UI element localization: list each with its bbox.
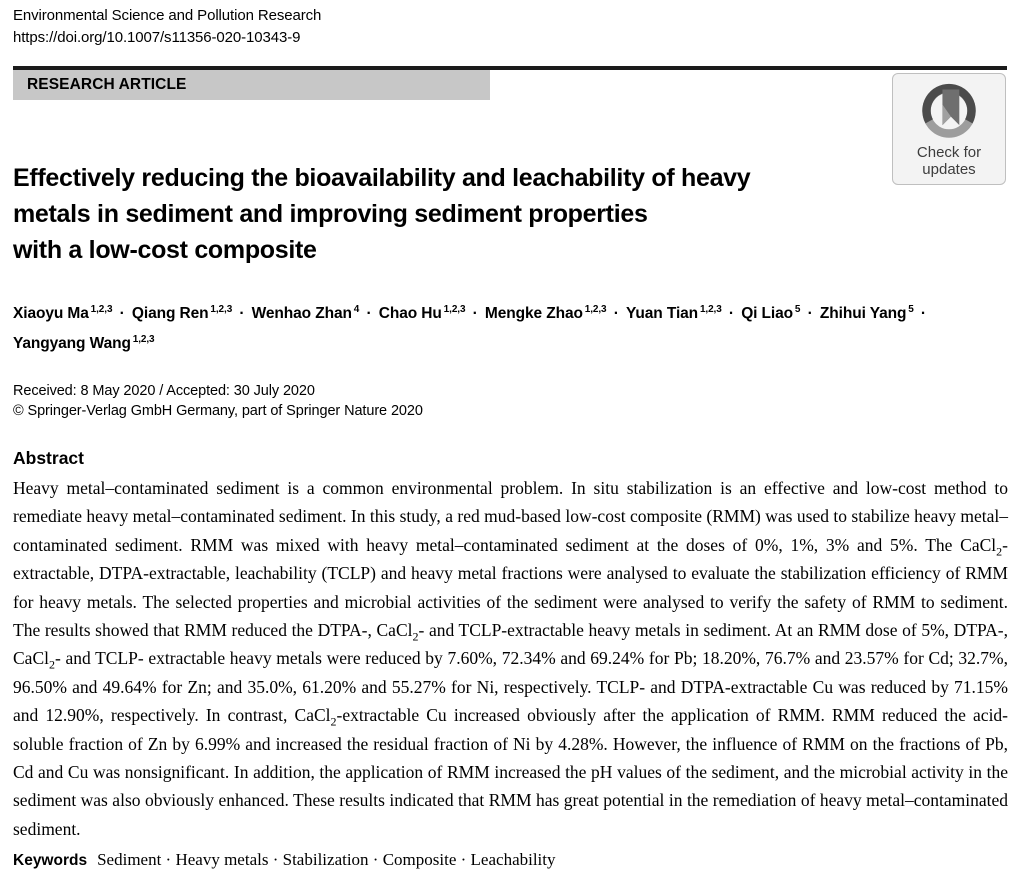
author-separator: · <box>362 305 376 323</box>
keywords-label: Keywords <box>13 852 88 869</box>
article-type-banner <box>13 70 490 100</box>
title-line-1: Effectively reducing the bioavailability and leachability of heavy <box>13 164 751 192</box>
author-name: Mengke Zhao $^{1,2,3}$ <box>484 304 607 323</box>
author-separator: · <box>916 305 926 323</box>
author-name: Qiang Ren $^{1,2,3}$ <box>131 304 233 323</box>
authors-line <box>13 297 933 357</box>
crossmark-icon <box>919 81 979 141</box>
dates-block <box>13 381 423 421</box>
author-separator: · <box>724 305 739 323</box>
keywords-items: Sediment · Heavy metals · Stabilization · Composite · Leachability <box>97 850 556 869</box>
author-separator: · <box>609 305 624 323</box>
article-title <box>13 160 883 268</box>
author-name: Yangyang Wang $^{1,2,3}$ <box>13 334 155 353</box>
author-separator: · <box>803 305 817 323</box>
keywords-line <box>13 850 556 870</box>
copyright-line: © Springer-Verlag GmbH Germany, part of Springer Nature 2020 <box>13 403 423 419</box>
author-name: Zhihui Yang $^5$ <box>819 304 914 323</box>
doi-link[interactable]: https://doi.org/10.1007/s11356-020-10343-9 <box>13 29 301 46</box>
received-accepted-line: Received: 8 May 2020 / Accepted: 30 July 2020 <box>13 383 315 399</box>
abstract-text: Heavy metal–contaminated sediment is a common environmental problem. In situ stabilization is an effective and low-cost method to remediate heavy metal–contaminated sediment. In this study, a red mud-based low-cost composite (RMM) was used to stabilize heavy metal–contaminated sediment. RMM was mixed with heavy metal–contaminated sediment at the doses of 0%, 1%, 3% and 5%. The CaCl$_2$-extractable, DTPA-extractable, leachability (TCLP) and heavy metal fractions were analysed to evaluate the stabilization efficiency of RMM for heavy metals. The selected properties and microbial activities of the sediment were analysed to verify the safety of RMM to sediment. The results showed that RMM reduced the DTPA-, CaCl$_2$- and TCLP-extractable heavy metals in sediment. At an RMM dose of 5%, DTPA-, CaCl$_2$- and TCLP- extractable heavy metals were reduced by 7.60%, 72.34% and 69.24% for Pb; 18.20%, 76.7% and 23.57% for Cd; 32.7%, 96.50% and 49.64% for Zn; and 35.0%, 61.20% and 55.27% for Ni, respectively. TCLP- and DTPA-extractable Cu was reduced by 71.15% and 12.90%, respectively. In contrast, CaCl$_2$-extractable Cu increased obviously after the application of RMM. RMM reduced the acid-soluble fraction of Zn by 6.99% and increased the residual fraction of Ni by 4.28%. However, the influence of RMM on the fractions of Pb, Cd and Cu was nonsignificant. In addition, the application of RMM increased the pH values of the sediment, and the microbial activity in the sediment was also obviously enhanced. These results indicated that RMM has great potential in the remediation of heavy metal–contaminated sediment. <box>13 478 1009 839</box>
abstract-heading: Abstract <box>13 448 84 468</box>
author-separator: · <box>235 305 249 323</box>
author-name: Wenhao Zhan $^4$ <box>251 304 360 323</box>
author-name: Xiaoyu Ma $^{1,2,3}$ <box>13 304 113 323</box>
author-name: Yuan Tian $^{1,2,3}$ <box>626 304 722 323</box>
check-for-updates-label: Check for updates <box>916 144 982 178</box>
author-separator: · <box>115 305 129 323</box>
title-line-2: metals in sediment and improving sediment properties <box>13 200 648 228</box>
journal-name: Environmental Science and Pollution Research <box>13 7 322 24</box>
article-type-label: RESEARCH ARTICLE <box>27 76 187 93</box>
author-name: Qi Liao $^5$ <box>741 304 801 323</box>
check-for-updates-badge[interactable] <box>892 73 1006 185</box>
title-line-3: with a low-cost composite <box>13 236 317 264</box>
author-name: Chao Hu $^{1,2,3}$ <box>378 304 466 323</box>
author-separator: · <box>468 305 482 323</box>
